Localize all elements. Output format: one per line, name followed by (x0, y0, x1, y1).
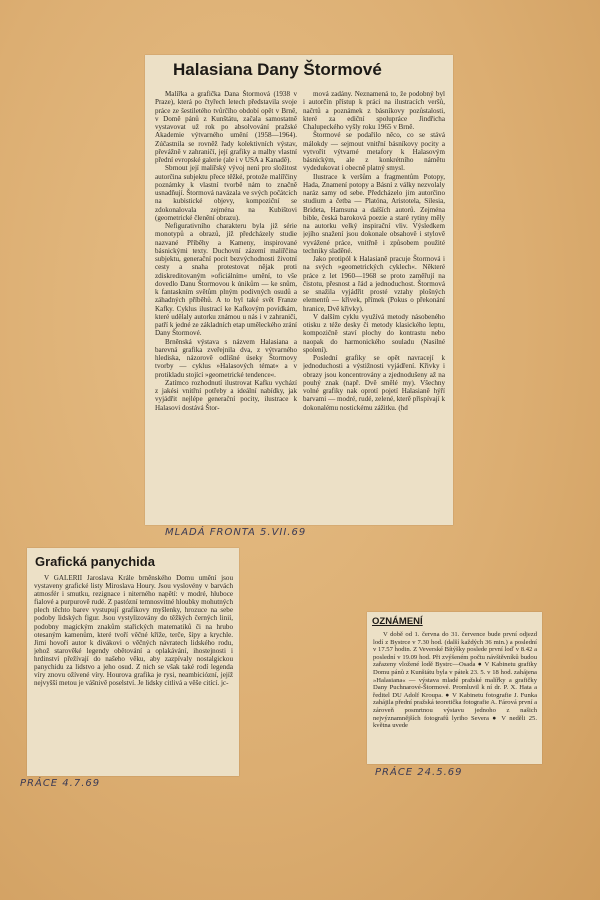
headline-oznameni: OZNÁMENÍ (372, 616, 423, 627)
paragraph: Ilustrace k veršům a fragmentům Potopy, Hada, Znamení potopy a Básní z války nezvolaly naráz samy od sebe. Předcházelo jim autorčino studium a četba — Platóna, Aristotela, Silesia, Brideta, Hamsuna a dalších autorů. Zejména bible, česká baroková poezie a staré rytiny měly na autorku velký inspirační vliv. Výsledkem jejího snažení jsou dokonale obsahově i stylově vyvážené práce, vnitřně i způsobem použité techniky sladěné. (303, 172, 445, 255)
headline-graficka-panychida: Grafická panychida (35, 554, 155, 569)
paragraph: Nefigurativního charakteru byla již série monotypů a obrazů, jíž předcházely studie nazvané Příběhy a Kameny, inspirované básnickými texty. Duchovní zázemí malířčina subjektu, generační pocit bezvýchodnosti životní cesty a snaha protestovat nějak proti zdiskreditovaným »oficiálním« umění, to vše dovedlo Danu Štormovou k únikům — ke snům, k fantaskním světům plným podivných osudů a záhadných příběhů. A to byl také svět Franze Kafky. Cyklus ilustrací ke Kafkovým povídkám, které udělaly autorku známou u nás i v zahraničí, patří k jedné ze základních etap uměleckého zrání Dany Štormové. (155, 222, 297, 338)
source-note-prace-2: PRÁCE 24.5.69 (375, 767, 463, 778)
paragraph: V době od 1. června do 31. července bude první odjezd lodí z Bystrce v 7.30 hod. (další každých 36 min.) a poslední v 17.57 hodin. Z Veverské Bítýšky poslede první loď v 8.42 a poslední v 19.09 hod. Při zvýšeném počtu návštěvníků budou zařazeny vložené lodě Bystrc—Osada ● V Kabinetu grafiky Domu pánů z Kunštátu byla v pátek 23. 5. v 18 hod. zahájena »Halasiana« — výstava mladé pražské malířky a grafičky Dany Puchnarové-Štormové. Promluvil k ní dr. P. X. Hata a ředitel DU Adolf Kroupa. ● V Kabinetu fotografie J. Funka zahájila přední pražská teoretička fotografie A. Fárová první a zároveň posmrtnou výstavu jednoho z našich nejvýznamnějších fotografů lyriho Severa ● V neděli 25. května uvede (373, 631, 537, 730)
headline-halasiana: Halasiana Dany Štormové (173, 60, 382, 79)
paragraph: Sbrnout její malířský vývoj není pro složitost autorčina subjektu přece těžké, protože malířčiny poznámky k vlastní tvorbě nám to značně usnadňují. Štormová navázala ve svých počátcích na kubistické objevy, kompoziční se zdokonalovala zejména na Kubištovi (geometrické členění obrazu). (155, 164, 297, 222)
paragraph: Štormové se podařilo něco, co se stává málokdy — sejmout vnitřní básníkovy pocity a vytvořit výtvarné metafory k Halasovým básnickým, ale z konkrétního námětu vydedukovat i obecně platný smysl. (303, 131, 445, 173)
paragraph: mová zadány. Neznamená to, že podobný byl i autorčin přístup k práci na ilustracích veršů, načrtů a poznámek z básníkovy pozůstalosti, které za ediční spolupráce Jindřicha Chalupeckého vyšly roku 1965 v Brně. (303, 90, 445, 131)
paragraph: Zatímco rozhodnutí ilustrovat Kafku vychází z jakési vnitřní potřeby a ideální nabídky, jak vyjádřit nejlépe generační pocity, ilustrace k Halasovi dostává Štor- (155, 378, 297, 412)
clipping-graficka-panychida (27, 548, 239, 776)
paragraph: V dalším cyklu využívá metody násobeného otisku z téže desky či metody klasického leptu, kompozičně staví plochy do kontrastu nebo naopak do harmonického souladu (Nasilné spolení). (303, 312, 445, 354)
source-note-prace-1: PRÁCE 4.7.69 (20, 778, 101, 789)
paragraph: Poslední grafiky se opět navracejí k jednoduchosti a výstižnosti vyjádření. Křivky i obrazy jsou koncentrovány a zjednodušeny až na pouhý znak (např. Dvě smělé my). Všechny volné grafiky nak oprotí pojetí Halasianě hýří barvami — modré, rudé, zelené, kterě přispívají k dokonalému nostickému zážitku. (hd (303, 354, 445, 412)
source-note-mlada-fronta: MLADÁ FRONTA 5.VII.69 (165, 527, 307, 538)
article-column-left (155, 90, 297, 520)
clipping-oznameni (367, 612, 542, 764)
paragraph: Malířka a grafička Dana Štormová (1938 v Praze), která po čtyřech letech představila svoje práce ze šestiletého tvůrčího období opět v Brně, v Domě pánů z Kunštátu, začala samostatně vystavovat už rok po absolvování pražské Akademie výtvarného umění (1958—1964). Zúčastnila se rovněž řady kolektivních výstav, převážně v zahraničí, její grafiky a malby vlastní přední evropské galerie (ale i v USA a Kanadě). (155, 90, 297, 164)
paragraph: V GALERII Jaroslava Krále brněnského Domu umění jsou vystaveny grafické listy Miroslava Houry. Jsou vyslovény v barvách atmosfér i smutku, rezignace i niterného napětí: v modré, hluboce fialové a purpurově rudé. Z pastózní temnosvitné hloubky mohutných plech těchto barev vystupují grafikovy myšlenky, hrozuce na sebe podoby lidských figur. Jsou vystylizovány do těžkých černých linií, podobny magickým znakům stařických matematiků či na hrubo otesaným kamenům, které tvoří věčné kříže, terče, šípy a krychle. Jimi hovoří autor k divákovi o věčných návratech lidského rodu, jehož starověké legendy obětování a oplakávání, ihostejnosti i hrdinství přežívají do našeho věku, aby zazpívaly nostalgickou panychidu za lidstvo a jeho osud. Z nich se však také rodí legenda víry znovu ožívené víry. Hourova grafika je rysi, neambiciózní, jejíž nejvyšší metou je vášnivě poselství. Je lidsky citlivá a věše citící. jc- (34, 574, 233, 688)
paragraph: Jako protipól k Halasianě pracuje Štormová i na svých »geometrických cyklech«. Některé práce z let 1960—1968 se proto zaměřují na čistotu, přesnost a řád a jednoduchost. Štormová se snažila vyjádřit prosté vztahy plošných elementů — křivek, přímek (Pokus o překonání hranice, Dvě křivky). (303, 255, 445, 313)
clipping-halasiana (145, 55, 453, 525)
article-column-right (303, 90, 445, 520)
paragraph: Brněnská výstava s názvem Halasiana a barevná grafika zveřejnila dva, z výtvarného hlediska, názorově odlišné úseky Štormovy tvorby — cyklus »Halasových témat« a v protikladu stojící »geometrické tendence«. (155, 337, 297, 379)
